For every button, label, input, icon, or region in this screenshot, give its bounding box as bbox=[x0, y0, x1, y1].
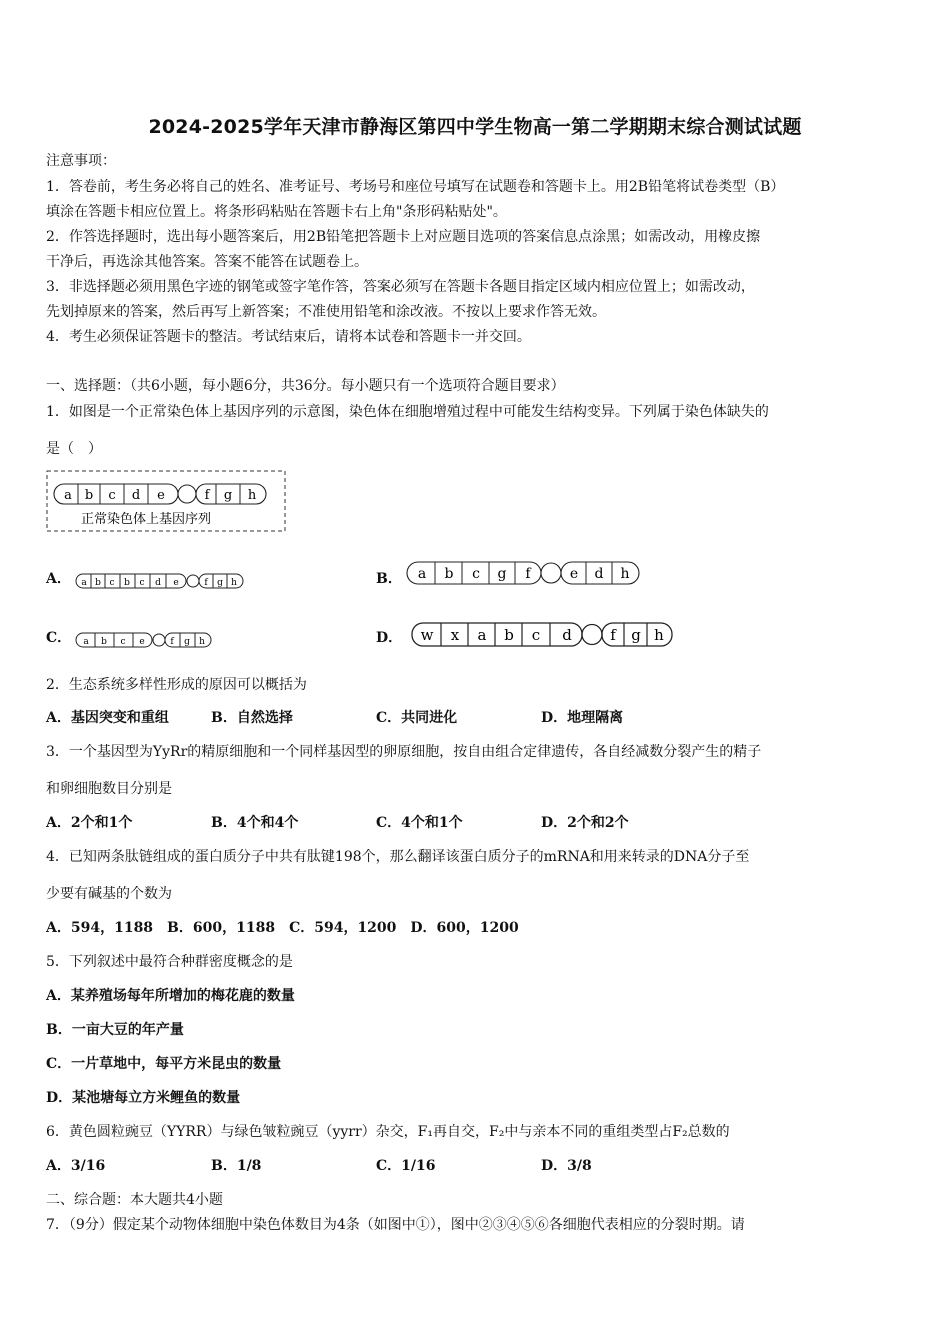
gene-label: b bbox=[84, 488, 94, 503]
option-a-chromosome bbox=[74, 570, 248, 592]
question-3-stem: 3．一个基因型为YyRr的精原细胞和一个同样基因型的卵原细胞，按自由组合定律遗传，各自经减数分裂产生的精子 bbox=[46, 744, 762, 760]
gene-label: w bbox=[420, 626, 434, 644]
option-b-label: B． bbox=[376, 571, 402, 587]
option: B．一亩大豆的年产量 bbox=[46, 1022, 184, 1038]
notice-line: 干净后，再选涂其他答案。答案不能答在试题卷上。 bbox=[46, 254, 368, 270]
gene-label: c bbox=[472, 566, 480, 582]
question-1-stem: 是（ ） bbox=[46, 441, 102, 457]
gene-label: f bbox=[610, 626, 616, 644]
gene-label: d bbox=[155, 578, 161, 588]
gene-label: c bbox=[108, 488, 116, 503]
notice-line: 填涂在答题卡相应位置上。将条形码粘贴在答题卡右上角"条形码粘贴处"。 bbox=[46, 204, 507, 220]
gene-label: a bbox=[477, 626, 487, 644]
gene-label: d bbox=[594, 566, 604, 582]
normal-chromosome-figure bbox=[46, 470, 288, 534]
section-heading: 二、综合题：本大题共4小题 bbox=[46, 1192, 223, 1208]
option: D．3/8 bbox=[541, 1158, 592, 1174]
section-heading: 一、选择题：（共6小题，每小题6分，共36分。每小题只有一个选项符合题目要求） bbox=[46, 378, 565, 394]
question-7-stem: 7．（9分）假定某个动物体细胞中染色体数目为4条（如图中①），图中②③④⑤⑥各细胞代表相应的分裂时期。请 bbox=[46, 1217, 745, 1233]
option-row: A．594，1188 B．600，1188 C．594，1200 D．600，1200 bbox=[46, 920, 519, 936]
gene-label: b bbox=[504, 626, 514, 644]
option-a-label: A． bbox=[46, 571, 71, 587]
notice-heading: 注意事项： bbox=[46, 153, 116, 169]
option: D．某池塘每立方米鲤鱼的数量 bbox=[46, 1090, 241, 1106]
gene-label: g bbox=[497, 566, 507, 582]
gene-label: h bbox=[231, 578, 237, 588]
gene-label: b bbox=[95, 578, 101, 588]
option: C．4个和1个 bbox=[376, 815, 463, 831]
gene-label: f bbox=[525, 566, 531, 582]
question-4-stem: 4．已知两条肽链组成的蛋白质分子中共有肽键198个，那么翻译该蛋白质分子的mRNA和用来转录的DNA分子至 bbox=[46, 849, 750, 865]
question-5-stem: 5．下列叙述中最符合种群密度概念的是 bbox=[46, 954, 293, 970]
option-c-label: C． bbox=[46, 630, 72, 646]
gene-label: d bbox=[562, 626, 572, 644]
gene-label: g bbox=[217, 578, 223, 588]
notice-line: 2．作答选择题时，选出每小题答案后，用2B铅笔把答题卡上对应题目选项的答案信息点涂黑；如需改动，用橡皮擦 bbox=[46, 229, 761, 245]
question-6-stem: 6．黄色圆粒豌豆（YYRR）与绿色皱粒豌豆（yyrr）杂交，F₁再自交，F₂中与亲本不同的重组类型占F₂总数的 bbox=[46, 1124, 730, 1140]
gene-label: a bbox=[83, 637, 89, 647]
gene-label: d bbox=[131, 488, 141, 503]
gene-label: b bbox=[101, 637, 107, 647]
gene-label: c bbox=[531, 626, 541, 644]
gene-label: b bbox=[444, 566, 454, 582]
figure-caption: 正常染色体上基因序列 bbox=[80, 512, 212, 527]
question-3-stem: 和卵细胞数目分别是 bbox=[46, 781, 172, 797]
option-d-chromosome bbox=[410, 619, 680, 651]
gene-label: a bbox=[64, 488, 72, 503]
option-b-chromosome bbox=[405, 558, 643, 588]
gene-label: h bbox=[654, 626, 664, 644]
gene-label: h bbox=[620, 566, 630, 582]
gene-label: g bbox=[631, 626, 641, 644]
question-2-stem: 2．生态系统多样性形成的原因可以概括为 bbox=[46, 677, 307, 693]
notice-line: 4．考生必须保证答题卡的整洁。考试结束后，请将本试卷和答题卡一并交回。 bbox=[46, 329, 531, 345]
gene-label: f bbox=[170, 637, 174, 647]
option-c-chromosome bbox=[74, 629, 216, 651]
option: C．共同进化 bbox=[376, 710, 458, 726]
gene-label: c bbox=[109, 578, 115, 588]
notice-line: 3．非选择题必须用黑色字迹的钢笔或签字笔作答，答案必须写在答题卡各题目指定区域内相应位置上；如需改动， bbox=[46, 279, 755, 295]
option: A．某养殖场每年所增加的梅花鹿的数量 bbox=[46, 988, 295, 1004]
question-4-stem: 少要有碱基的个数为 bbox=[46, 886, 172, 902]
gene-label: e bbox=[157, 488, 165, 503]
page-title: 2024-2025学年天津市静海区第四中学生物高一第二学期期末综合测试试题 bbox=[148, 116, 802, 138]
question-1-stem: 1．如图是一个正常染色体上基因序列的示意图，染色体在细胞增殖过程中可能发生结构变异。下列属于染色体缺失的 bbox=[46, 404, 769, 420]
gene-label: h bbox=[199, 637, 205, 647]
option: A．2个和1个 bbox=[46, 815, 133, 831]
gene-label: e bbox=[139, 637, 145, 647]
option: D．2个和2个 bbox=[541, 815, 629, 831]
gene-label: a bbox=[417, 566, 427, 582]
gene-label: c bbox=[120, 637, 126, 647]
gene-label: g bbox=[223, 488, 233, 503]
option-d-label: D． bbox=[376, 630, 403, 646]
option: B．4个和4个 bbox=[211, 815, 299, 831]
option: C．一片草地中，每平方米昆虫的数量 bbox=[46, 1056, 282, 1072]
gene-label: e bbox=[569, 566, 579, 582]
notice-line: 先划掉原来的答案，然后再写上新答案；不准使用铅笔和涂改液。不按以上要求作答无效。 bbox=[46, 304, 606, 320]
option: A．基因突变和重组 bbox=[46, 710, 169, 726]
gene-label: h bbox=[247, 488, 257, 503]
gene-label: a bbox=[81, 578, 87, 588]
option: B．1/8 bbox=[211, 1158, 262, 1174]
gene-label: b bbox=[124, 578, 130, 588]
gene-label: f bbox=[204, 578, 208, 588]
gene-label: e bbox=[173, 578, 179, 588]
option: C．1/16 bbox=[376, 1158, 436, 1174]
option: A．3/16 bbox=[46, 1158, 106, 1174]
option: D．地理隔离 bbox=[541, 710, 624, 726]
gene-label: g bbox=[184, 637, 190, 647]
gene-label: f bbox=[204, 488, 210, 503]
option: B．自然选择 bbox=[211, 710, 293, 726]
notice-line: 1．答卷前，考生务必将自己的姓名、准考证号、考场号和座位号填写在试题卷和答题卡上。用2B铅笔将试卷类型（B） bbox=[46, 179, 785, 195]
gene-label: c bbox=[139, 578, 145, 588]
gene-label: x bbox=[450, 626, 460, 644]
